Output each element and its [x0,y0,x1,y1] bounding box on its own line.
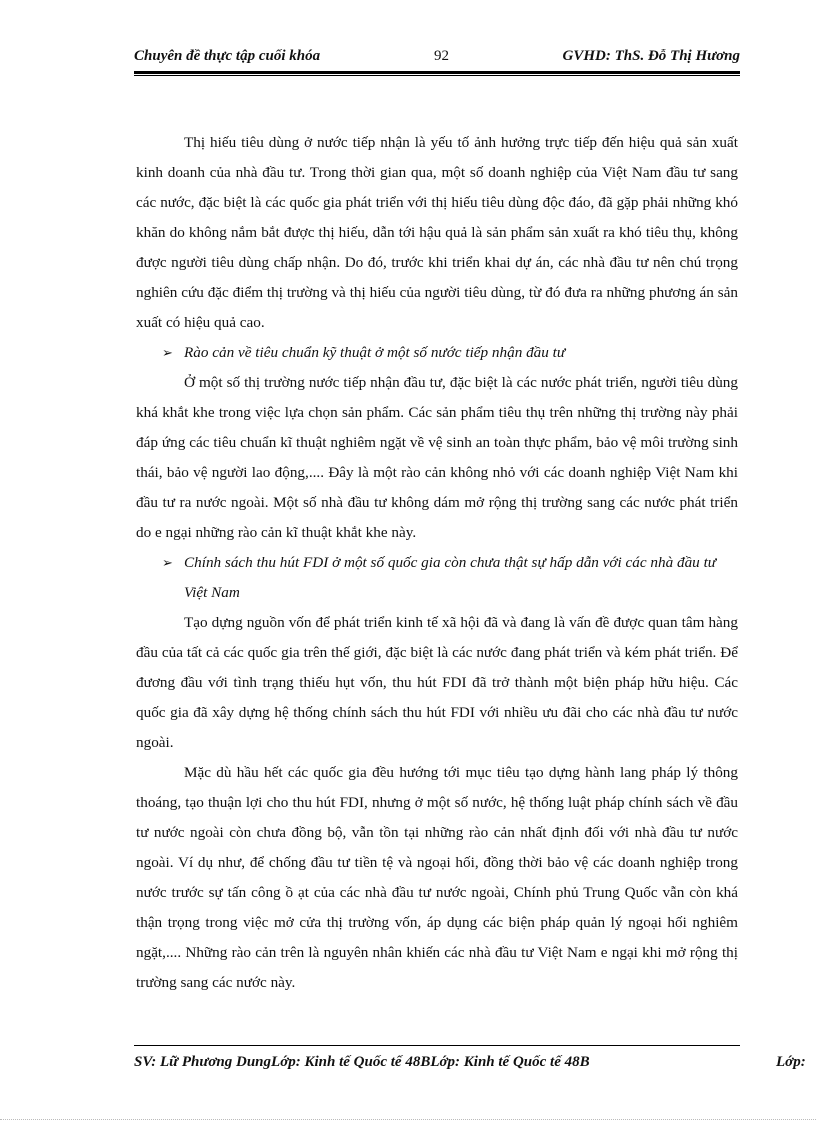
header-double-rule [134,71,740,76]
bullet-text: Rào cản về tiêu chuẩn kỹ thuật ở một số nước tiếp nhận đầu tư [184,344,566,361]
document-body [136,128,738,998]
page-header [134,48,740,70]
supervisor-label: GVHD: ThS. Đỗ Thị Hương [562,48,740,64]
page-edge-dotted-line [0,1119,816,1120]
page-number: 92 [434,48,449,64]
bullet-fdi-policy [136,548,738,608]
bullet-technical-barriers [136,338,738,368]
paragraph-technical-standards: Ở một số thị trường nước tiếp nhận đầu tư, đặc biệt là các nước phát triển, người tiêu dùng khá khắt khe trong việc lựa chọn sản phẩm. Các sản phẩm tiêu thụ trên những thị trường này phải đáp ứng các tiêu chuẩn kĩ thuật nghiêm ngặt về vệ sinh an toàn thực phẩm, bảo vệ môi trường sinh thái, bảo vệ người lao động,.... Đây là một rào cản không nhỏ với các doanh nghiệp Việt Nam khi đầu tư ra nước ngoài. Một số nhà đầu tư không dám mở rộng thị trường sang các nước phát triển do e ngại những rào cản kĩ thuật khắt khe này. [136,374,738,541]
document-title: Chuyên đề thực tập cuối khóa [134,48,321,64]
arrow-bullet-icon: ➢ [162,345,173,360]
bullet-text: Chính sách thu hút FDI ở một số quốc gia còn chưa thật sự hấp dẫn với các nhà đầu tư Việt Nam [184,554,717,601]
paragraph-consumer-taste: Thị hiếu tiêu dùng ở nước tiếp nhận là yếu tố ảnh hưởng trực tiếp đến hiệu quả sản xuất kinh doanh của nhà đầu tư. Trong thời gian qua, một số doanh nghiệp của Việt Nam đầu tư sang các nước, đặc biệt là các quốc gia phát triển với thị hiếu tiêu dùng độc đáo, đã gặp phải những khó khăn do không nắm bắt được thị hiếu, dẫn tới hậu quả là sản phẩm sản xuất ra khó tiêu thụ, không được người tiêu dùng chấp nhận. Do đó, trước khi triển khai dự án, các nhà đầu tư nên chú trọng nghiên cứu đặc điểm thị trường và thị hiếu của người tiêu dùng, từ đó đưa ra những phương án sản xuất có hiệu quả cao. [136,134,738,331]
paragraph-capital-sources: Tạo dựng nguồn vốn để phát triển kinh tế xã hội đã và đang là vấn đề được quan tâm hàng đầu của tất cả các quốc gia trên thế giới, đặc biệt là các nước đang phát triển và kém phát triển. Để đương đầu với tình trạng thiếu hụt vốn, thu hút FDI đã trở thành một biện pháp hữu hiệu. Các quốc gia đã xây dựng hệ thống chính sách thu hút FDI với nhiều ưu đãi cho các nhà đầu tư nước ngoài. [136,614,738,751]
paragraph-legal-framework: Mặc dù hầu hết các quốc gia đều hướng tới mục tiêu tạo dựng hành lang pháp lý thông thoáng, tạo thuận lợi cho thu hút FDI, nhưng ở một số nước, hệ thống luật pháp chính sách về đầu tư nước ngoài còn chưa đồng bộ, vẫn tồn tại những rào cản nhất định đối với nhà đầu tư nước ngoài. Ví dụ như, để chống đầu tư tiền tệ và ngoại hối, đồng thời bảo vệ các doanh nghiệp trong nước trước sự tấn công ồ ạt của các nhà đầu tư nước ngoài, Chính phủ Trung Quốc vẫn còn khá thận trọng trong việc mở cửa thị trường vốn, áp dụng các biện pháp quản lý ngoại hối nghiêm ngặt,.... Những rào cản trên là nguyên nhân khiến các nhà đầu tư Việt Nam e ngại khi mở rộng thị trường sang các nước này. [136,764,738,991]
footer-rule [134,1045,740,1046]
class-label: Lớp: [776,1054,806,1070]
arrow-bullet-icon: ➢ [162,555,173,570]
student-info: SV: Lữ Phương DungLớp: Kinh tế Quốc tế 48BLớp: Kinh tế Quốc tế 48B [134,1054,590,1070]
